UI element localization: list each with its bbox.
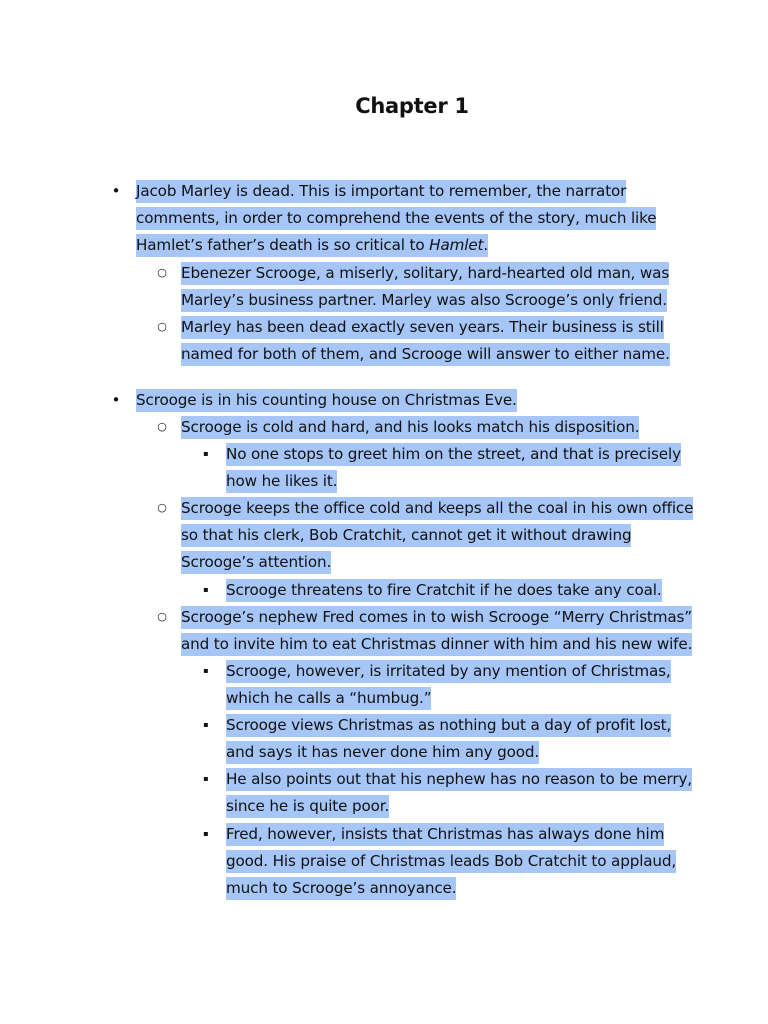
text-line: Scrooge keeps the office cold and keeps all the coal in his own office xyxy=(181,497,693,520)
list-item-line xyxy=(226,878,456,898)
list-item-line xyxy=(181,498,693,518)
text-line: Scrooge’s nephew Fred comes in to wish Scrooge “Merry Christmas” xyxy=(181,606,692,629)
list-item-line xyxy=(226,471,337,491)
text-line: how he likes it. xyxy=(226,470,337,493)
text-line: Ebenezer Scrooge, a miserly, solitary, hard-hearted old man, was xyxy=(181,262,669,285)
list-item-line xyxy=(226,742,539,762)
list-item-line xyxy=(226,688,431,708)
text-line: Fred, however, insists that Christmas has always done him xyxy=(226,823,664,846)
list-item-line xyxy=(181,607,692,627)
bullet-level1: • xyxy=(111,182,121,200)
list-item-line xyxy=(226,715,671,735)
text-line: and says it has never done him any good. xyxy=(226,741,539,764)
text-line: Marley’s business partner. Marley was also Scrooge’s only friend. xyxy=(181,289,667,312)
list-item-line xyxy=(226,769,692,789)
text-line: Scrooge’s attention. xyxy=(181,551,331,574)
text-line: good. His praise of Christmas leads Bob Cratchit to applaud, xyxy=(226,850,676,873)
list-item-line xyxy=(181,634,692,654)
bullet-level2: ○ xyxy=(157,501,167,514)
bullet-level1: • xyxy=(111,391,121,409)
text-line: . xyxy=(483,236,488,254)
list-item-line xyxy=(181,344,670,364)
list-item-line xyxy=(136,390,517,410)
text-line: named for both of them, and Scrooge will answer to either name. xyxy=(181,343,670,366)
text-line: so that his clerk, Bob Cratchit, cannot get it without drawing xyxy=(181,524,631,547)
text-line: Scrooge, however, is irritated by any mention of Christmas, xyxy=(226,660,671,683)
text-line: much to Scrooge’s annoyance. xyxy=(226,877,456,900)
text-line: Hamlet’s father’s death is so critical to xyxy=(136,236,430,254)
text-line: Scrooge is cold and hard, and his looks match his disposition. xyxy=(181,416,639,439)
bullet-level2: ○ xyxy=(157,320,167,333)
bullet-level3: ▪ xyxy=(203,829,209,838)
bullet-level2: ○ xyxy=(157,266,167,279)
chapter-title: Chapter 1 xyxy=(355,94,469,118)
list-item-line xyxy=(136,208,656,228)
text-line: which he calls a “humbug.” xyxy=(226,687,431,710)
list-item-line xyxy=(226,580,662,600)
bullet-level2: ○ xyxy=(157,420,167,433)
text-line: Scrooge threatens to fire Cratchit if he does take any coal. xyxy=(226,579,662,602)
bullet-level3: ▪ xyxy=(203,585,209,594)
text-line: since he is quite poor. xyxy=(226,795,389,818)
list-item-line xyxy=(136,235,488,255)
italic-title: Hamlet xyxy=(429,236,484,254)
list-item-line xyxy=(181,417,639,437)
bullet-level3: ▪ xyxy=(203,449,209,458)
text-line: Scrooge is in his counting house on Christmas Eve. xyxy=(136,389,517,412)
list-item-line xyxy=(226,444,681,464)
list-item-line xyxy=(181,290,667,310)
bullet-level2: ○ xyxy=(157,610,167,623)
text-line: comments, in order to comprehend the events of the story, much like xyxy=(136,207,656,230)
text-line: Marley has been dead exactly seven years. Their business is still xyxy=(181,316,664,339)
list-item-line xyxy=(226,851,676,871)
list-item-line xyxy=(181,263,669,283)
text-line: and to invite him to eat Christmas dinner with him and his new wife. xyxy=(181,633,692,656)
list-item-line xyxy=(136,181,626,201)
bullet-level3: ▪ xyxy=(203,720,209,729)
list-item-line xyxy=(226,796,389,816)
bullet-level3: ▪ xyxy=(203,774,209,783)
text-line: He also points out that his nephew has no reason to be merry, xyxy=(226,768,692,791)
list-item-line xyxy=(226,661,671,681)
bullet-level3: ▪ xyxy=(203,666,209,675)
list-item-line xyxy=(226,824,664,844)
list-item-line xyxy=(181,317,664,337)
text-line: Scrooge views Christmas as nothing but a day of profit lost, xyxy=(226,714,671,737)
list-item-line xyxy=(181,525,631,545)
text-line: Jacob Marley is dead. This is important to remember, the narrator xyxy=(136,180,626,203)
list-item-line xyxy=(181,552,331,572)
text-line: No one stops to greet him on the street, and that is precisely xyxy=(226,443,681,466)
